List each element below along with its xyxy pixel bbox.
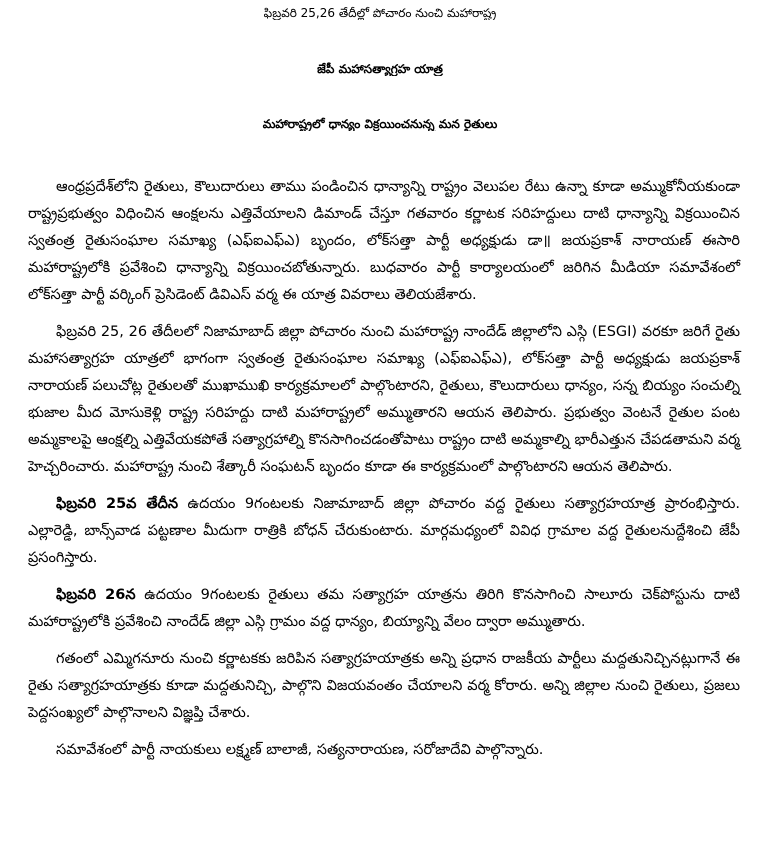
day-two-lead: ఫిబ్రవరి 26న: [56, 587, 136, 603]
paragraph-route: ఫిబ్రవరి 25, 26 తేదీలలో నిజామాబాద్ జిల్లా పోచారం నుంచి మహారాష్ట్ర నాందేడ్ జిల్లాలోని ఎస్గి (ESGI) వరకూ జరిగే రైతు మహాసత్యాగ్రహ యాత్రలో భాగంగా స్వతంత్ర రైతుసంఘాల సమాఖ్య (ఎఫ్ఐఎఫ్ఎ), లోక్‌సత్తా పార్టీ అధ్యక్షుడు జయప్రకాశ్ నారాయణ్ పలుచోట్ల రైతులతో ముఖాముఖి కార్యక్రమాలలో పాల్గొంటారని, రైతులు, కౌలుదారులు ధాన్యం, సన్న బియ్యం సంచుల్ని భుజాల మీద మోసుకెళ్లి రాష్ట్ర సరిహద్దు దాటి మహారాష్ట్రలో అమ్ముతారని ఆయన తెలిపారు. ప్రభుత్వం వెంటనే రైతుల పంట అమ్మకాలపై ఆంక్షల్ని ఎత్తివేయకపోతే సత్యాగ్రహాల్ని కొనసాగించడంతోపాటు రాష్ట్రం దాటి అమ్మకాల్ని భారీఎత్తున చేపడతామని వర్మ హెచ్చరించారు. మహారాష్ట్ర నుంచి శేత్కారీ సంఘటన్ బృందం కూడా ఈ కార్యక్రమంలో పాల్గొంటారని ఆయన తెలిపారు.: [28, 324, 740, 475]
day-one-text: ఉదయం 9గంటలకు నిజామాబాద్ జిల్లా పోచారం వద్ద రైతులు సత్యాగ్రహయాత్ర ప్రారంభిస్తారు. ఎల్లారెడ్డి, బాన్స్‌వాడ పట్టణాల మీదుగా రాత్రికి బోధన్ చేరుకుంటారు. మార్గమధ్యంలో వివిధ గ్రామాల వద్ద రైతులనుద్దేశించి జేపీ ప్రసంగిస్తారు.: [28, 496, 741, 566]
headline-line-3: మహారాష్ట్రలో ధాన్యం విక్రయించనున్న మన రైతులు: [262, 117, 498, 131]
headline-line-1: ఫిబ్రవరి 25,26 తేదీల్లో పోచారం నుంచి మహారాష్ట్ర: [263, 6, 497, 20]
article-body: [28, 174, 740, 774]
paragraph-attendees: సమావేశంలో పార్టీ నాయకులు లక్ష్మణ్ బాలాజీ, సత్యనారాయణ, సరోజాదేవి పాల్గొన్నారు.: [56, 742, 544, 758]
paragraph-appeal: గతంలో ఎమ్మిగనూరు నుంచి కర్ణాటకకు జరిపిన సత్యాగ్రహయాత్రకు అన్ని ప్రధాన రాజకీయ పార్టీలు మద్దతునిచ్చినట్లుగానే ఈ రైతు సత్యాగ్రహయాత్రకు కూడా మద్దతునిచ్చి, పాల్గొని విజయవంతం చేయాలని వర్మ కోరారు. అన్ని జిల్లాల నుంచి రైతులు, ప్రజలు పెద్దసంఖ్యలో పాల్గొనాలని విజ్ఞప్తి చేశారు.: [28, 651, 740, 721]
headline-line-2: జేపీ మహాసత్యాగ్రహ యాత్ర: [317, 62, 443, 76]
paragraph-day-two: [28, 582, 740, 636]
day-two-text: ఉదయం 9గంటలకు రైతులు తమ సత్యాగ్రహ యాత్రను తిరిగి కొనసాగించి సాలూరు చెక్‌పోస్టును దాటి మహారాష్ట్రలోకి ప్రవేశించి నాందేడ్ జిల్లా ఎస్గి గ్రామం వద్ద ధాన్యం, బియ్యాన్ని వేలం ద్వారా అమ్ముతారు.: [28, 587, 740, 630]
paragraph-day-one: [28, 491, 740, 572]
day-one-lead: ఫిబ్రవరి 25వ తేదీన: [56, 496, 179, 512]
paragraph-intro: ఆంధ్రప్రదేశ్‌లోని రైతులు, కౌలుదారులు తాము పండించిన ధాన్యాన్ని రాష్ట్రం వెలుపల రేటు ఉన్నా కూడా అమ్ముకోనీయకుండా రాష్ట్రప్రభుత్వం విధించిన ఆంక్షలను ఎత్తివేయాలని డిమాండ్ చేస్తూ గతవారం కర్ణాటక సరిహద్దులు దాటి ధాన్యాన్ని విక్రయించిన స్వతంత్ర రైతుసంఘాల సమాఖ్య (ఎఫ్ఐఎఫ్ఎ) బృందం, లోక్‌సత్తా పార్టీ అధ్యక్షుడు డా॥ జయప్రకాశ్ నారాయణ్ ఈసారి మహారాష్ట్రలోకి ప్రవేశించి ధాన్యాన్ని విక్రయించబోతున్నారు. బుధవారం పార్టీ కార్యాలయంలో జరిగిన మీడియా సమావేశంలో లోక్‌సత్తా పార్టీ వర్కింగ్ ప్రెసిడెంట్ డివిఎస్ వర్మ ఈ యాత్ర వివరాలు తెలియజేశారు.: [28, 179, 740, 303]
